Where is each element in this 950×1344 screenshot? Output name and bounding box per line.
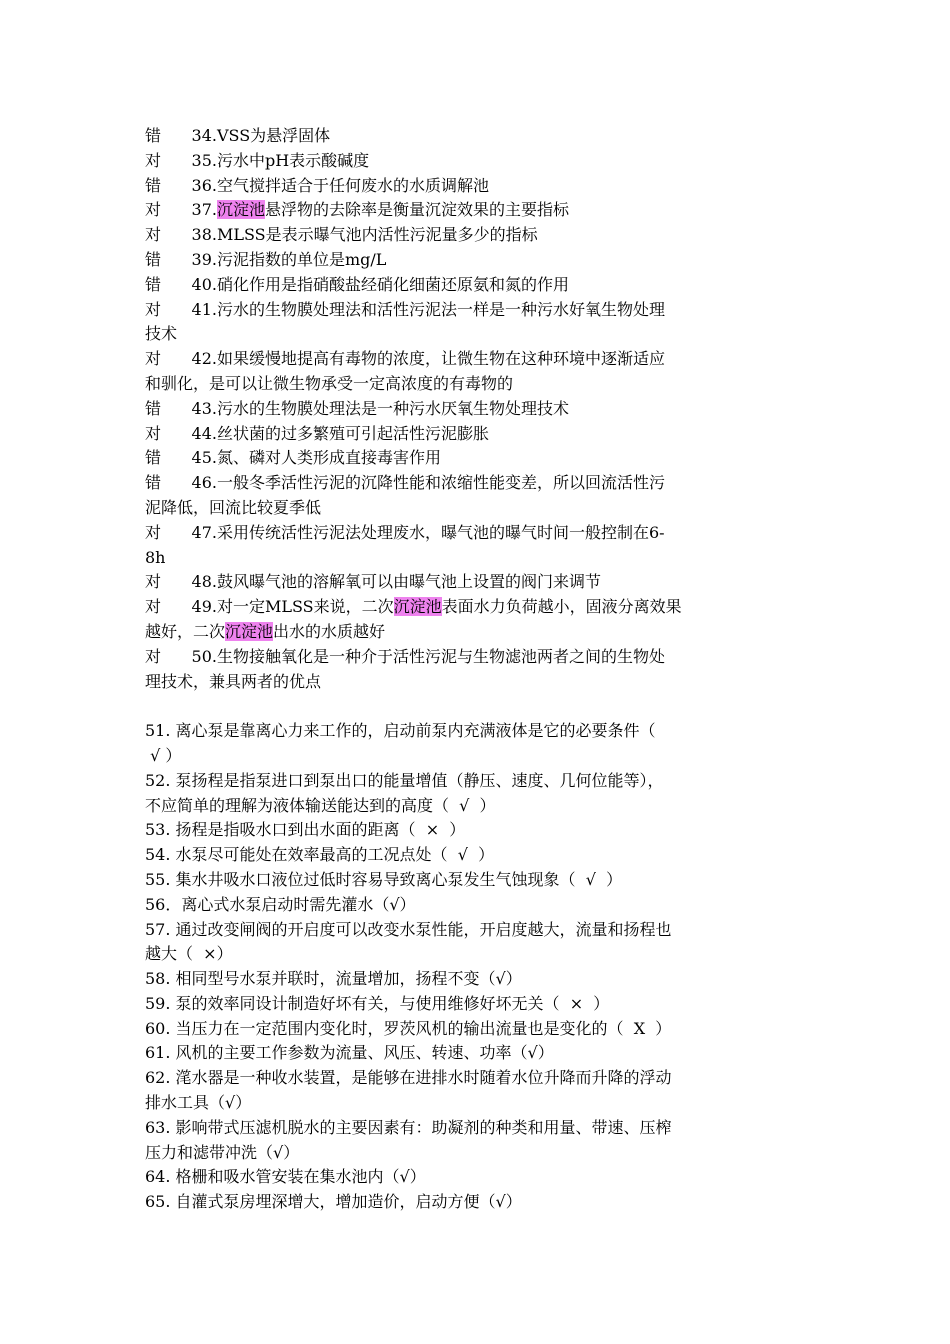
text-line: [145, 645, 785, 670]
text-line: [145, 149, 785, 174]
text-run: 排水工具（√）: [145, 1093, 252, 1113]
text-run: 错 39.污泥指数的单位是mg/L: [145, 249, 387, 269]
text-run: 57. 通过改变闸阀的开启度可以改变水泵性能，开启度越大，流量和扬程也: [145, 919, 672, 939]
text-line: [145, 223, 785, 248]
text-run: 不应简单的理解为液体输送能达到的高度（ √ ）: [145, 795, 496, 815]
text-run: 对 47.采用传统活性污泥法处理废水，曝气池的曝气时间一般控制在6-: [145, 522, 665, 542]
question-item: [145, 595, 785, 645]
question-item: [145, 124, 785, 149]
text-run: 65. 自灌式泵房埋深增大，增加造价，启动方便（√）: [145, 1192, 522, 1212]
text-run: 错 43.污水的生物膜处理法是一种污水厌氧生物处理技术: [145, 398, 569, 418]
text-run: 60. 当压力在一定范围内变化时，罗茨风机的输出流量也是变化的（ X ）: [145, 1018, 672, 1038]
text-line: [145, 620, 785, 645]
question-item: [145, 1066, 785, 1116]
text-run: 和驯化，是可以让微生物承受一定高浓度的有毒物的: [145, 373, 514, 393]
text-line: [145, 1091, 785, 1116]
text-run: 错 40.硝化作用是指硝酸盐经硝化细菌还原氨和氮的作用: [145, 274, 569, 294]
text-line: [145, 794, 785, 819]
question-item: [145, 223, 785, 248]
text-line: [145, 967, 785, 992]
text-line: [145, 298, 785, 323]
text-run: 对 35.污水中pH表示酸碱度: [145, 150, 370, 170]
text-run: 压力和滤带冲洗（√）: [145, 1142, 300, 1162]
text-line: [145, 422, 785, 447]
text-run: 62. 滗水器是一种收水装置，是能够在进排水时随着水位升降而升降的浮动: [145, 1068, 672, 1088]
highlighted-term: 沉淀池: [393, 597, 442, 617]
text-run: 59. 泵的效率同设计制造好坏有关，与使用维修好坏无关（ × ）: [145, 993, 610, 1013]
text-run: 53. 扬程是指吸水口到出水面的距离（ × ）: [145, 820, 466, 840]
text-line: [145, 273, 785, 298]
text-line: [145, 198, 785, 223]
text-run: 理技术，兼具两者的优点: [145, 671, 322, 691]
question-item: [145, 1017, 785, 1042]
text-line: [145, 446, 785, 471]
question-item: [145, 1165, 785, 1190]
text-run: 对 48.鼓风曝气池的溶解氧可以由曝气池上设置的阀门来调节: [145, 572, 601, 592]
highlighted-term: 沉淀池: [225, 621, 274, 641]
text-run: 悬浮物的去除率是衡量沉淀效果的主要指标: [264, 200, 569, 220]
text-line: [145, 570, 785, 595]
text-line: [145, 1017, 785, 1042]
text-run: 泥降低，回流比较夏季低: [145, 497, 322, 517]
text-line: [145, 174, 785, 199]
question-item: [145, 298, 785, 348]
text-line: [145, 868, 785, 893]
text-line: [145, 1066, 785, 1091]
question-item: [145, 198, 785, 223]
text-line: [145, 521, 785, 546]
question-item: [145, 273, 785, 298]
text-line: [145, 595, 785, 620]
text-line: [145, 1116, 785, 1141]
text-run: 表面水力负荷越小，固液分离效果: [441, 597, 682, 617]
question-item: [145, 645, 785, 695]
text-line: [145, 248, 785, 273]
text-line: [145, 818, 785, 843]
text-run: 对 38.MLSS是表示曝气池内活性污泥量多少的指标: [145, 225, 538, 245]
text-line: [145, 546, 785, 571]
text-run: 越好，二次: [145, 621, 226, 641]
text-run: 55. 集水井吸水口液位过低时容易导致离心泵发生气蚀现象（ √ ）: [145, 869, 623, 889]
question-item: [145, 1190, 785, 1215]
question-item: [145, 174, 785, 199]
question-item: [145, 992, 785, 1017]
text-run: 技术: [145, 324, 178, 344]
text-line: [145, 670, 785, 695]
question-item: [145, 471, 785, 521]
text-run: 61. 风机的主要工作参数为流量、风压、转速、功率（√）: [145, 1043, 554, 1063]
text-line: [145, 1041, 785, 1066]
text-run: 对 42.如果缓慢地提高有毒物的浓度，让微生物在这种环境中逐渐适应: [145, 349, 665, 369]
paragraph-gap: [145, 694, 785, 719]
text-run: 54. 水泵尽可能处在效率最高的工况点处（ √ ）: [145, 845, 495, 865]
text-run: 对 50.生物接触氧化是一种介于活性污泥与生物滤池两者之间的生物处: [145, 646, 665, 666]
question-item: [145, 248, 785, 273]
question-item: [145, 868, 785, 893]
text-run: 对 37.: [145, 200, 217, 220]
text-run: 越大（ ×）: [145, 944, 233, 964]
question-item: [145, 967, 785, 992]
text-run: √ ）: [145, 745, 182, 765]
question-item: [145, 521, 785, 571]
question-item: [145, 149, 785, 174]
text-run: 对 49.对一定MLSS来说，二次: [145, 597, 394, 617]
text-run: 58. 相同型号水泵并联时，流量增加，扬程不变（√）: [145, 969, 522, 989]
text-run: 63. 影响带式压滤机脱水的主要因素有：助凝剂的种类和用量、带速、压榨: [145, 1117, 672, 1137]
text-line: [145, 843, 785, 868]
text-run: 错 34.VSS为悬浮固体: [145, 126, 331, 145]
text-run: 对 41.污水的生物膜处理法和活性污泥法一样是一种污水好氧生物处理: [145, 299, 665, 319]
text-line: [145, 744, 785, 769]
question-item: [145, 347, 785, 397]
question-item: [145, 918, 785, 968]
text-line: [145, 347, 785, 372]
text-run: 56．离心式水泵启动时需先灌水（√）: [145, 894, 416, 914]
text-line: [145, 918, 785, 943]
question-item: [145, 843, 785, 868]
text-line: [145, 322, 785, 347]
text-line: [145, 893, 785, 918]
text-run: 错 46.一般冬季活性污泥的沉降性能和浓缩性能变差，所以回流活性污: [145, 473, 665, 493]
question-item: [145, 769, 785, 819]
question-item: [145, 719, 785, 769]
text-line: [145, 471, 785, 496]
question-item: [145, 818, 785, 843]
text-line: [145, 942, 785, 967]
text-run: 错 45.氮、磷对人类形成直接毒害作用: [145, 448, 441, 468]
question-item: [145, 1116, 785, 1166]
text-line: [145, 397, 785, 422]
text-line: [145, 496, 785, 521]
text-run: 出水的水质越好: [273, 621, 386, 641]
question-item: [145, 570, 785, 595]
text-run: 64. 格栅和吸水管安装在集水池内（√）: [145, 1167, 426, 1187]
text-run: 52. 泵扬程是指泵进口到泵出口的能量增值（静压、速度、几何位能等），: [145, 770, 664, 790]
text-run: 对 44.丝状菌的过多繁殖可引起活性污泥膨胀: [145, 423, 489, 443]
text-line: [145, 1190, 785, 1215]
question-item: [145, 397, 785, 422]
text-line: [145, 769, 785, 794]
highlighted-term: 沉淀池: [216, 200, 265, 220]
text-line: [145, 372, 785, 397]
text-line: [145, 1165, 785, 1190]
text-line: [145, 992, 785, 1017]
text-line: [145, 124, 785, 149]
text-run: 51. 离心泵是靠离心力来工作的，启动前泵内充满液体是它的必要条件（: [145, 721, 656, 741]
document-page: [145, 124, 785, 1215]
text-run: 错 36.空气搅拌适合于任何废水的水质调解池: [145, 175, 489, 195]
question-item: [145, 422, 785, 447]
question-item: [145, 893, 785, 918]
text-run: 8h: [145, 547, 166, 567]
question-item: [145, 446, 785, 471]
text-line: [145, 719, 785, 744]
question-item: [145, 1041, 785, 1066]
text-line: [145, 1141, 785, 1166]
